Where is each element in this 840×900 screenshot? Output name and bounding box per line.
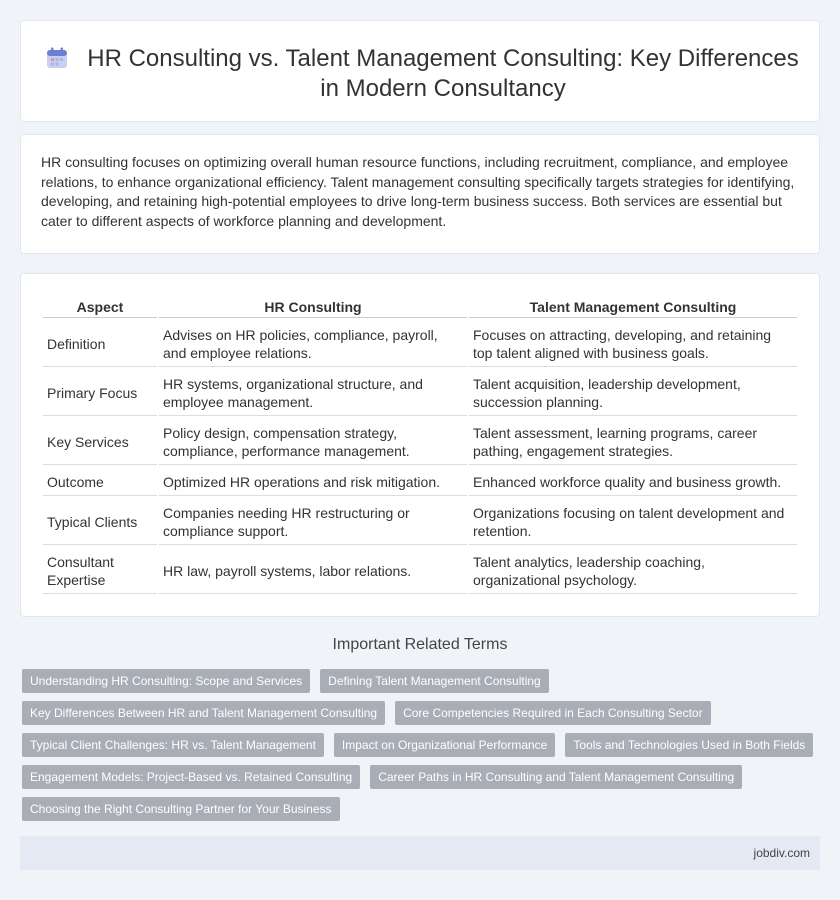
calendar-icon — [46, 47, 68, 74]
table-cell: Consultant Expertise — [43, 547, 157, 594]
related-term-tag[interactable]: Tools and Technologies Used in Both Fields — [565, 733, 813, 757]
column-header: HR Consulting — [159, 296, 467, 318]
related-term-tag[interactable]: Engagement Models: Project-Based vs. Retained Consulting — [22, 765, 360, 789]
table-cell: Outcome — [43, 467, 157, 496]
related-term-tag[interactable]: Choosing the Right Consulting Partner for Your Business — [22, 797, 340, 821]
table-cell: Primary Focus — [43, 369, 157, 416]
table-cell: Enhanced workforce quality and business growth. — [469, 467, 797, 496]
related-terms-title: Important Related Terms — [332, 636, 508, 653]
table-cell: Organizations focusing on talent development and retention. — [469, 498, 797, 545]
table-cell: HR systems, organizational structure, and employee management. — [159, 369, 467, 416]
table-cell: Typical Clients — [43, 498, 157, 545]
table-cell: Definition — [43, 320, 157, 367]
intro-paragraph: HR consulting focuses on optimizing overall human resource functions, including recruitment, compliance, and employee relations, to enhance organizational efficiency. Talent management consulting specifically targets strategies for identifying, developing, and retaining high-potential employees to drive long-term business success. Both services are essential but cater to different aspects of workforce planning and development. — [41, 154, 795, 229]
table-row — [43, 498, 797, 545]
table-cell: Advises on HR policies, compliance, payroll, and employee relations. — [159, 320, 467, 367]
table-row — [43, 320, 797, 367]
table-row — [43, 418, 797, 465]
related-term-tag[interactable]: Typical Client Challenges: HR vs. Talent Management — [22, 733, 324, 757]
comparison-table-card — [20, 273, 820, 617]
table-cell: Focuses on attracting, developing, and retaining top talent aligned with business goals. — [469, 320, 797, 367]
table-cell: Policy design, compensation strategy, compliance, performance management. — [159, 418, 467, 465]
related-term-tag[interactable]: Defining Talent Management Consulting — [320, 669, 549, 693]
table-row — [43, 369, 797, 416]
table-cell: HR law, payroll systems, labor relations. — [159, 547, 467, 594]
table-row — [43, 547, 797, 594]
related-term-tag[interactable]: Understanding HR Consulting: Scope and Services — [22, 669, 310, 693]
column-header: Talent Management Consulting — [469, 296, 797, 318]
related-term-tag[interactable]: Impact on Organizational Performance — [334, 733, 555, 757]
footer — [20, 836, 820, 870]
table-header-row — [43, 296, 797, 318]
table-cell: Talent acquisition, leadership development, succession planning. — [469, 369, 797, 416]
table-cell: Key Services — [43, 418, 157, 465]
related-term-tag[interactable]: Key Differences Between HR and Talent Management Consulting — [22, 701, 385, 725]
table-cell: Optimized HR operations and risk mitigation. — [159, 467, 467, 496]
comparison-table — [41, 294, 799, 596]
related-terms-list — [22, 669, 822, 821]
table-cell: Companies needing HR restructuring or compliance support. — [159, 498, 467, 545]
related-term-tag[interactable]: Core Competencies Required in Each Consulting Sector — [395, 701, 711, 725]
site-name[interactable]: jobdiv.com — [753, 846, 810, 860]
title-card — [20, 20, 820, 122]
related-term-tag[interactable]: Career Paths in HR Consulting and Talent Management Consulting — [370, 765, 742, 789]
intro-card — [20, 134, 820, 254]
table-row — [43, 467, 797, 496]
table-cell: Talent assessment, learning programs, career pathing, engagement strategies. — [469, 418, 797, 465]
table-cell: Talent analytics, leadership coaching, organizational psychology. — [469, 547, 797, 594]
column-header: Aspect — [43, 296, 157, 318]
page-title: HR Consulting vs. Talent Management Consulting: Key Differences in Modern Consultancy — [87, 45, 799, 102]
